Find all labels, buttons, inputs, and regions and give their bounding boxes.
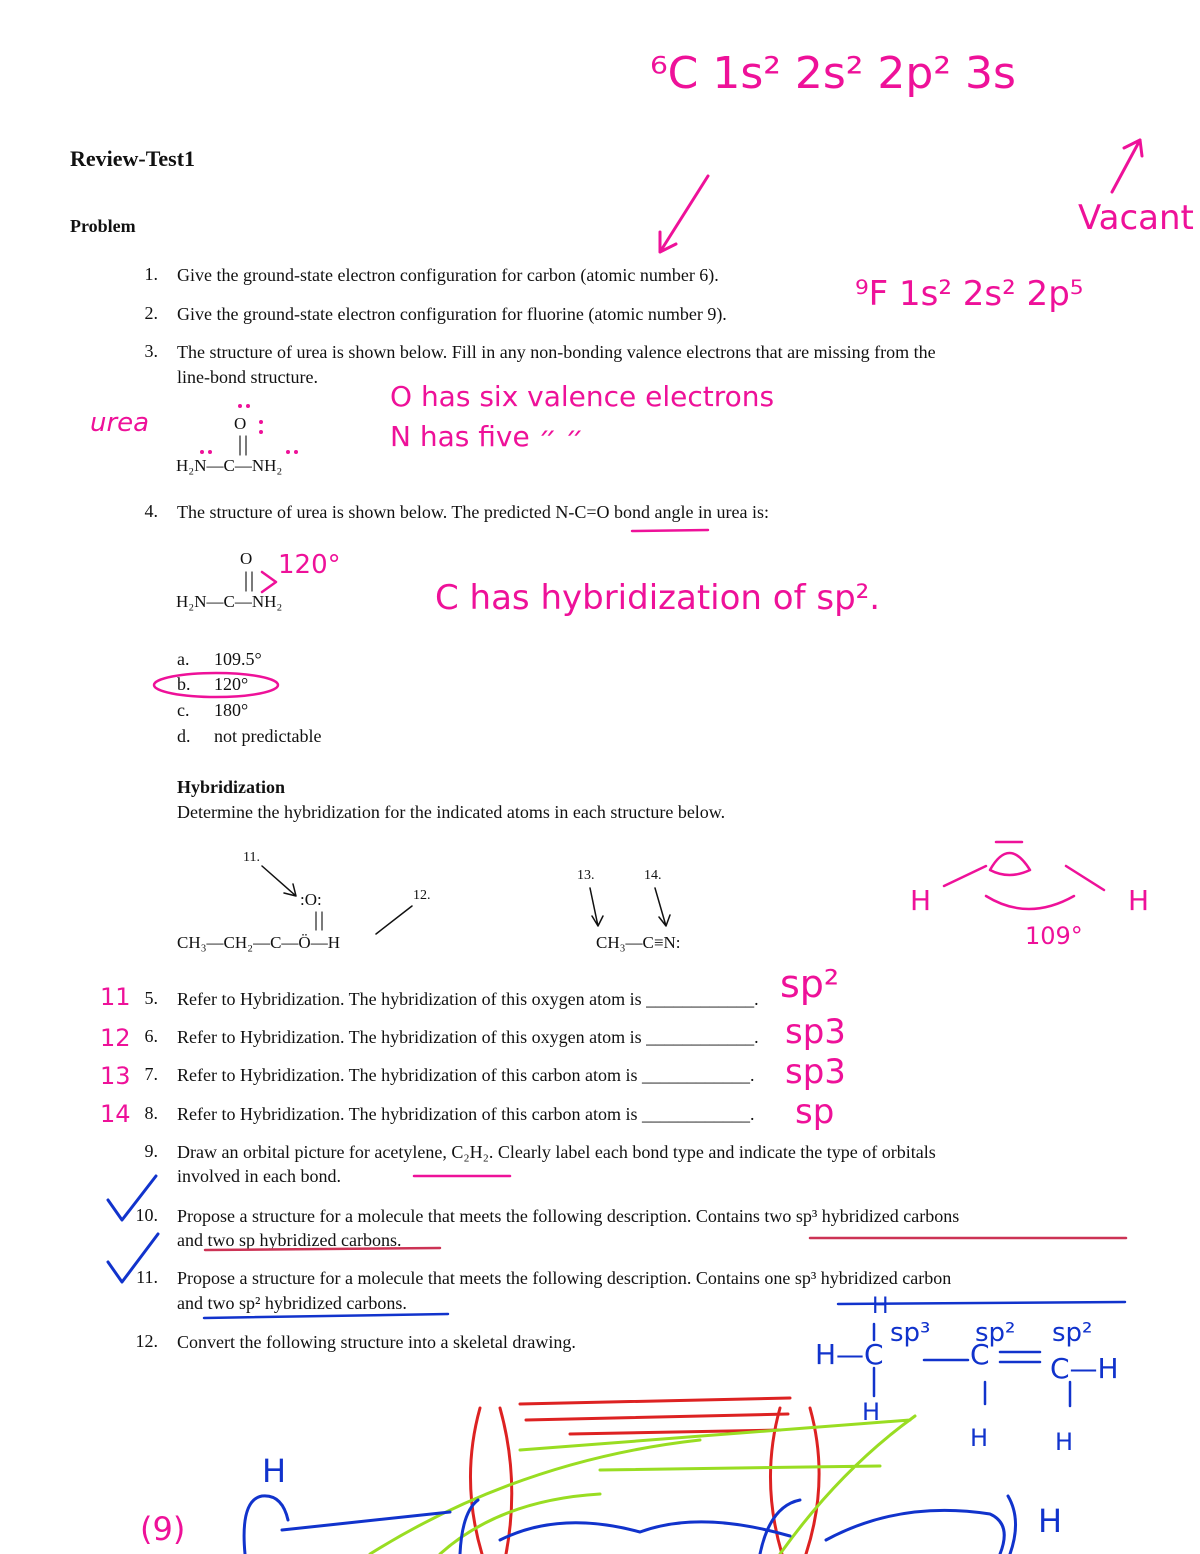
q7-text: Refer to Hybridization. The hybridization of this carbon atom is ____________. xyxy=(177,1065,755,1085)
green-orbitals xyxy=(370,1416,915,1554)
q10-text: Propose a structure for a molecule that meets the following description. Contains two sp³ hybridized carbons xyxy=(177,1206,960,1226)
hw-orbital-h-right: H xyxy=(1038,1502,1063,1540)
q11-text-cont: and two sp² hybridized carbons. xyxy=(177,1293,407,1313)
urea-lone-pairs xyxy=(200,404,298,454)
arrow-11 xyxy=(262,866,296,896)
hw-struct-h-b3: H xyxy=(1055,1428,1074,1456)
hw-answer-6: sp3 xyxy=(785,1012,846,1052)
q1-text: Give the ground-state electron configuration for carbon (atomic number 6). xyxy=(177,265,719,285)
underline-q11-b xyxy=(838,1302,1125,1304)
option-a-value: 109.5° xyxy=(214,649,262,669)
propanoic-acid-structure: CH₃—CH₂—C—Ö—H xyxy=(177,933,340,952)
q4-text: The structure of urea is shown below. The predicted N-C=O bond angle in urea is: xyxy=(177,502,769,522)
hw-water-h1: H xyxy=(910,884,932,917)
urea-double-bond xyxy=(240,436,246,455)
label-14: 14. xyxy=(644,868,662,883)
propanoic-carbonyl-o: :O: xyxy=(300,890,322,909)
underline-nco xyxy=(632,530,708,531)
underline-q10-a xyxy=(205,1248,440,1250)
q8-text: Refer to Hybridization. The hybridization of this carbon atom is ____________. xyxy=(177,1104,755,1124)
checkmark-11 xyxy=(108,1234,158,1282)
q9-text-cont: involved in each bond. xyxy=(177,1166,341,1186)
option-c-value: 180° xyxy=(214,700,249,720)
q5-text: Refer to Hybridization. The hybridization of this oxygen atom is ____________. xyxy=(177,989,759,1009)
hw-struct-h-left: H—C xyxy=(815,1338,884,1371)
hw-tag-12: 12 xyxy=(100,1024,131,1052)
hw-struct-h-top: H xyxy=(872,1294,889,1319)
water-o xyxy=(990,842,1030,875)
hw-water-h2: H xyxy=(1128,884,1150,917)
urea2-oxygen: O xyxy=(240,549,253,568)
urea2-double-bond xyxy=(246,572,252,591)
hw-fluorine-config: ⁹F 1s² 2s² 2p⁵ xyxy=(855,274,1084,314)
q10-number: 10. xyxy=(135,1205,158,1225)
q3-text-cont: line-bond structure. xyxy=(177,367,318,387)
q7-number: 7. xyxy=(144,1064,158,1084)
propene-bonds xyxy=(874,1324,1070,1406)
hw-q9-tag: (9) xyxy=(140,1510,186,1548)
hw-water-angle: 109° xyxy=(1025,922,1083,950)
water-angle-arc xyxy=(986,896,1074,909)
water-bonds xyxy=(944,866,1104,890)
hw-tag-11: 11 xyxy=(100,983,131,1011)
hw-vacant: Vacant xyxy=(1078,198,1194,238)
arrow-to-q1 xyxy=(660,176,708,252)
q3-number: 3. xyxy=(144,341,158,361)
angle-mark xyxy=(262,572,276,592)
hw-c-hybrid: C has hybridization of sp². xyxy=(435,578,881,618)
label-12: 12. xyxy=(413,888,431,903)
hw-urea: urea xyxy=(90,408,150,438)
arrow-14 xyxy=(655,888,670,926)
hw-o-valence: O has six valence electrons xyxy=(390,380,775,413)
pi-bond-top xyxy=(520,1398,790,1434)
q12-number: 12. xyxy=(135,1331,158,1351)
hw-struct-sp2a: sp² xyxy=(975,1318,1016,1348)
q3-text: The structure of urea is shown below. Fill in any non-bonding valence electrons that are missing from the xyxy=(177,342,936,362)
hw-struct-c-right: C—H xyxy=(1050,1352,1119,1385)
hw-angle: 120° xyxy=(278,550,341,580)
hw-orbital-h-top: H xyxy=(262,1452,287,1490)
q2-text: Give the ground-state electron configuration for fluorine (atomic number 9). xyxy=(177,304,727,324)
urea2-structure: H₂N—C—NH₂ xyxy=(176,592,283,611)
option-a-label: a. xyxy=(177,649,190,669)
sigma-orbitals xyxy=(244,1496,1015,1554)
p-orbital-left xyxy=(470,1408,511,1554)
hw-struct-h-b2: H xyxy=(970,1424,989,1452)
q2-number: 2. xyxy=(144,303,158,323)
hw-n-valence: N has five ״ ״ xyxy=(390,420,584,453)
checkmark-10 xyxy=(108,1176,156,1220)
arrow-12 xyxy=(376,906,412,934)
option-d-value: not predictable xyxy=(214,726,322,746)
q6-text: Refer to Hybridization. The hybridization of this oxygen atom is ____________. xyxy=(177,1027,759,1047)
hw-struct-c-mid: C xyxy=(970,1338,990,1371)
hw-answer-7: sp3 xyxy=(785,1052,846,1092)
q6-number: 6. xyxy=(144,1026,158,1046)
hw-answer-5: sp² xyxy=(780,962,840,1006)
option-b-value: 120° xyxy=(214,674,249,694)
option-c-label: c. xyxy=(177,700,190,720)
underline-q11-a xyxy=(204,1314,448,1318)
arrow-to-3s xyxy=(1112,140,1142,192)
q5-number: 5. xyxy=(144,988,158,1008)
label-13: 13. xyxy=(577,868,595,883)
hw-struct-sp2b: sp² xyxy=(1052,1318,1093,1348)
hw-struct-h-b1: H xyxy=(862,1398,881,1426)
label-11: 11. xyxy=(243,850,260,865)
urea-structure: H₂N—C—NH₂ xyxy=(176,456,283,475)
option-b-circle xyxy=(154,673,278,697)
hw-tag-13: 13 xyxy=(100,1062,131,1090)
hybridization-heading: Hybridization xyxy=(177,777,286,797)
option-d-label: d. xyxy=(177,726,191,746)
q12-text: Convert the following structure into a skeletal drawing. xyxy=(177,1332,576,1352)
q9-text: Draw an orbital picture for acetylene, C₂H₂. Clearly label each bond type and indicate the type of orbitals xyxy=(177,1142,936,1162)
acetonitrile-structure: CH₃—C≡N: xyxy=(596,933,681,952)
hw-carbon-config: ⁶C 1s² 2s² 2p² 3s xyxy=(650,48,1016,99)
hw-tag-14: 14 xyxy=(100,1100,131,1128)
q11-number: 11. xyxy=(136,1267,158,1287)
propanoic-double-bond xyxy=(316,912,322,930)
q10-text-cont: and two sp hybridized carbons. xyxy=(177,1230,402,1250)
hw-answer-8: sp xyxy=(795,1092,835,1132)
q1-number: 1. xyxy=(144,264,158,284)
option-b-label: b. xyxy=(177,674,191,694)
q4-number: 4. xyxy=(144,501,158,521)
section-problem: Problem xyxy=(70,216,136,236)
q9-number: 9. xyxy=(144,1141,158,1161)
page-title: Review-Test1 xyxy=(70,146,196,171)
q8-number: 8. xyxy=(144,1103,158,1123)
arrow-13 xyxy=(590,888,603,926)
urea-oxygen: O xyxy=(234,414,247,433)
hw-struct-sp3: sp³ xyxy=(890,1318,931,1348)
q11-text: Propose a structure for a molecule that meets the following description. Contains one sp³ hybridized carbon xyxy=(177,1268,952,1288)
hybridization-instruction: Determine the hybridization for the indicated atoms in each structure below. xyxy=(177,802,726,822)
